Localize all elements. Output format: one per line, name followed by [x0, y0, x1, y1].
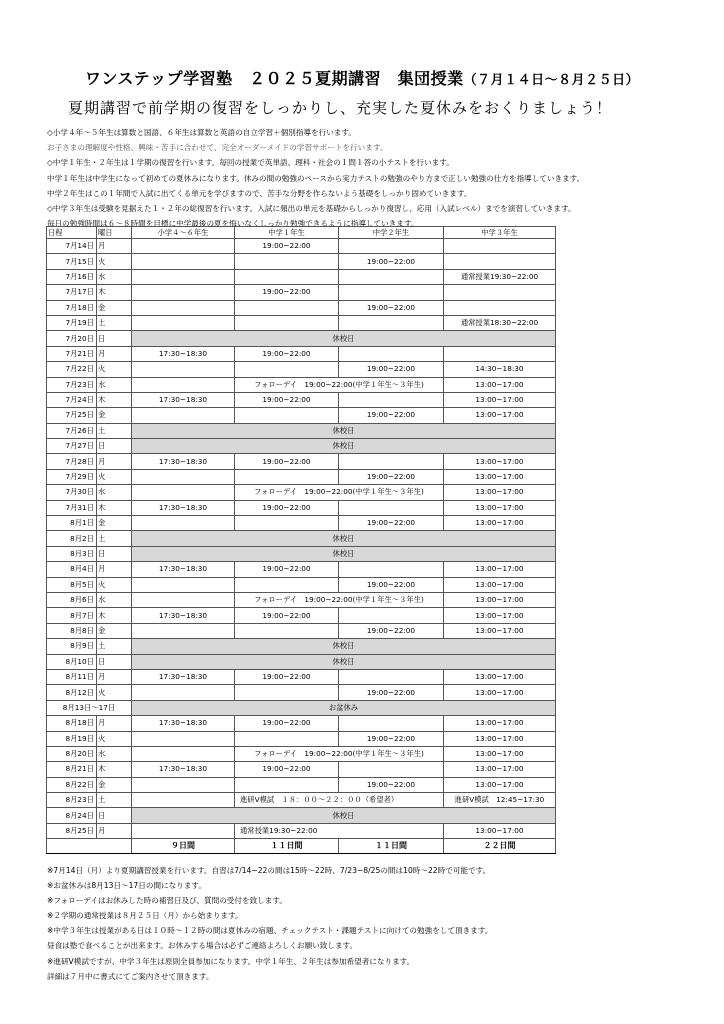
- table-row: [47, 516, 556, 531]
- table-cell: 17:30~18:30: [132, 669, 235, 684]
- table-cell: [235, 685, 339, 700]
- table-cell: 17:30~18:30: [132, 562, 235, 577]
- table-cell: [132, 592, 235, 607]
- intro-line: ◇中学３年生は受験を見据えた１・２年の総復習を行います。入試に頻出の単元を基礎からしっかり復習し、応用（入試レベル）までを演習していきます。: [47, 204, 576, 214]
- table-cell: [339, 315, 444, 330]
- table-cell: [339, 454, 444, 469]
- table-row: [47, 315, 556, 330]
- date-cell: 8月11日: [47, 669, 97, 684]
- holiday-cell: お盆休み: [132, 700, 556, 715]
- table-cell: [339, 608, 444, 623]
- intro-line: お子さまの理解度や性格、興味・苦手に合わせて、完全オーダーメイドの学習サポートを行います。: [47, 143, 388, 153]
- table-cell: [132, 315, 235, 330]
- table-cell: [444, 239, 556, 254]
- table-row: [47, 269, 556, 284]
- table-cell: [339, 500, 444, 515]
- table-cell: 13:00~17:00: [444, 392, 556, 407]
- table-header-cell: 中学３年生: [444, 227, 556, 239]
- intro-line: 毎日の勉強時間は６〜８時間を目標に中学最後の夏を悔いなくしっかり勉強できるように指導していきます。: [47, 219, 419, 229]
- table-row: [47, 362, 556, 377]
- table-row: [47, 254, 556, 269]
- date-cell: 8月4日: [47, 562, 97, 577]
- table-cell: [235, 362, 339, 377]
- date-cell: 8月21日: [47, 762, 97, 777]
- intro-text: [47, 125, 697, 231]
- table-cell: [132, 485, 235, 500]
- schedule-table: [46, 226, 556, 854]
- table-cell: 19:00~22:00: [339, 408, 444, 423]
- table-row: [47, 331, 556, 346]
- weekday-cell: 水: [97, 592, 132, 607]
- table-cell: 13:00~17:00: [444, 469, 556, 484]
- notes: [47, 863, 687, 984]
- table-cell: [339, 716, 444, 731]
- page-subtitle: 夏期講習で前学期の復習をしっかりし、充実した夏休みをおくりましょう！: [68, 99, 613, 117]
- table-cell: [339, 269, 444, 284]
- table-row: [47, 654, 556, 669]
- table-header-cell: 中学１年生: [235, 227, 339, 239]
- date-cell: 7月19日: [47, 315, 97, 330]
- table-cell: 14:30~18:30: [444, 362, 556, 377]
- total-days-cell: １１日間: [235, 839, 339, 854]
- follow-day-cell: 通常授業19:30~22:00: [235, 823, 444, 838]
- date-cell: 8月23日: [47, 793, 97, 808]
- weekday-cell: 火: [97, 731, 132, 746]
- table-cell: 17:30~18:30: [132, 346, 235, 361]
- table-cell: [132, 516, 235, 531]
- table-row: [47, 500, 556, 515]
- table-cell: 13:00~17:00: [444, 408, 556, 423]
- note-line: 詳細は７月中に書式にてご案内させて頂きます。: [47, 971, 214, 981]
- note-line: ※中学３年生は授業がある日は１０時〜１２時の間は夏休みの宿題、チェックテスト・課題テストに向けての勉強をして頂きます。: [47, 926, 493, 936]
- date-cell: 7月27日: [47, 439, 97, 454]
- table-cell: [132, 285, 235, 300]
- date-cell: 8月8日: [47, 623, 97, 638]
- table-cell: 17:30~18:30: [132, 762, 235, 777]
- table-row: [47, 823, 556, 838]
- table-row: [47, 685, 556, 700]
- table-cell: [235, 516, 339, 531]
- date-cell: 7月31日: [47, 500, 97, 515]
- date-cell: 8月7日: [47, 608, 97, 623]
- table-row: [47, 285, 556, 300]
- holiday-cell: 休校日: [132, 531, 556, 546]
- table-cell: [132, 685, 235, 700]
- table-cell: 17:30~18:30: [132, 454, 235, 469]
- weekday-cell: 土: [97, 423, 132, 438]
- weekday-cell: 水: [97, 485, 132, 500]
- table-row: [47, 531, 556, 546]
- note-line: ※お盆休みは8月13日〜17日の間になります。: [47, 881, 207, 891]
- table-header-cell: 日程: [47, 227, 97, 239]
- weekday-cell: 火: [97, 254, 132, 269]
- note-line: ※フォローデイはお休みした時の補習日及び、質問の受付を致します。: [47, 896, 287, 906]
- table-cell: [132, 408, 235, 423]
- table-cell: 13:00~17:00: [444, 577, 556, 592]
- table-cell: 13:00~17:00: [444, 823, 556, 838]
- table-cell: 進研V模試 12:45~17:30: [444, 793, 556, 808]
- table-cell: 13:00~17:00: [444, 608, 556, 623]
- table-cell: 13:00~17:00: [444, 562, 556, 577]
- table-row: [47, 639, 556, 654]
- intro-line: ◇中学１年生・２年生は１学期の復習を行います。毎回の授業で英単語、理科・社会の１問１答の小テストを行います。: [47, 158, 454, 168]
- table-cell: 13:00~17:00: [444, 731, 556, 746]
- date-cell: 8月25日: [47, 823, 97, 838]
- table-cell: 19:00~22:00: [235, 392, 339, 407]
- table-cell: 13:00~17:00: [444, 685, 556, 700]
- table-row: [47, 577, 556, 592]
- weekday-cell: 金: [97, 300, 132, 315]
- weekday-cell: 金: [97, 623, 132, 638]
- table-cell: 13:00~17:00: [444, 485, 556, 500]
- table-row: [47, 793, 556, 808]
- table-cell: 19:00~22:00: [339, 362, 444, 377]
- weekday-cell: 月: [97, 454, 132, 469]
- table-cell: 19:00~22:00: [339, 469, 444, 484]
- date-cell: 8月18日: [47, 716, 97, 731]
- date-cell: 8月20日: [47, 746, 97, 761]
- date-cell: 7月18日: [47, 300, 97, 315]
- table-cell: 19:00~22:00: [235, 500, 339, 515]
- total-days-cell: １１日間: [339, 839, 444, 854]
- weekday-cell: 木: [97, 500, 132, 515]
- date-cell: 7月15日: [47, 254, 97, 269]
- table-row: [47, 377, 556, 392]
- table-cell: 13:00~17:00: [444, 377, 556, 392]
- table-row: [47, 469, 556, 484]
- date-cell: 7月20日: [47, 331, 97, 346]
- page-title: [0, 66, 724, 89]
- follow-day-cell: フォローデイ 19:00~22:00(中学１年生〜３年生): [235, 746, 444, 761]
- weekday-cell: 水: [97, 269, 132, 284]
- table-row: [47, 546, 556, 561]
- table-row: [47, 408, 556, 423]
- date-cell: 8月2日: [47, 531, 97, 546]
- note-line: ※7月14日（月）より夏期講習授業を行います。自習は7/14~22の間は15時〜22時、7/23~8/25の間は10時〜22時で可能です。: [47, 866, 491, 875]
- table-cell: [339, 669, 444, 684]
- follow-day-cell: フォローデイ 19:00~22:00(中学１年生〜３年生): [235, 485, 444, 500]
- weekday-cell: 火: [97, 362, 132, 377]
- weekday-cell: 火: [97, 577, 132, 592]
- table-cell: [132, 777, 235, 792]
- total-days-cell: ９日間: [132, 839, 235, 854]
- weekday-cell: 月: [97, 823, 132, 838]
- table-cell: [132, 823, 235, 838]
- date-cell: 7月21日: [47, 346, 97, 361]
- table-row: [47, 346, 556, 361]
- table-cell: 13:00~17:00: [444, 669, 556, 684]
- table-cell: 19:00~22:00: [235, 669, 339, 684]
- table-cell: [235, 777, 339, 792]
- table-row: [47, 423, 556, 438]
- table-cell: [339, 562, 444, 577]
- table-cell: 13:00~17:00: [444, 716, 556, 731]
- date-cell: 7月16日: [47, 269, 97, 284]
- date-cell: 8月9日: [47, 639, 97, 654]
- table-cell: 13:00~17:00: [444, 516, 556, 531]
- table-cell: 17:30~18:30: [132, 500, 235, 515]
- date-cell: 8月12日: [47, 685, 97, 700]
- intro-line: 中学１年生は中学生になって初めての夏休みになります。休みの間の勉強のペースから実力テストの勉強のやり方まで正しい勉強の仕方を指導していきます。: [47, 173, 585, 183]
- follow-day-cell: フォローデイ 19:00~22:00(中学１年生〜３年生): [235, 592, 444, 607]
- table-cell: 19:00~22:00: [235, 762, 339, 777]
- table-row: [47, 623, 556, 638]
- table-cell: 19:00~22:00: [339, 577, 444, 592]
- table-cell: [132, 731, 235, 746]
- table-cell: [132, 793, 235, 808]
- table-cell: 19:00~22:00: [339, 254, 444, 269]
- table-row: [47, 762, 556, 777]
- date-cell: 8月3日: [47, 546, 97, 561]
- table-cell: [339, 285, 444, 300]
- date-cell: 8月24日: [47, 808, 97, 823]
- table-cell: 19:00~22:00: [339, 777, 444, 792]
- title-period: （７月１４日〜８月２５日）: [463, 73, 640, 88]
- follow-day-cell: フォローデイ 19:00~22:00(中学１年生〜３年生): [235, 377, 444, 392]
- table-row: [47, 808, 556, 823]
- date-cell: 7月23日: [47, 377, 97, 392]
- table-cell: 19:00~22:00: [235, 285, 339, 300]
- table-cell: [235, 300, 339, 315]
- table-row: [47, 746, 556, 761]
- table-header-cell: 曜日: [97, 227, 132, 239]
- table-cell: [339, 762, 444, 777]
- date-cell: 8月19日: [47, 731, 97, 746]
- table-row: [47, 669, 556, 684]
- table-cell: 19:00~22:00: [235, 346, 339, 361]
- weekday-cell: 木: [97, 608, 132, 623]
- table-cell: [132, 269, 235, 284]
- table-cell: 通常授業18:30~22:00: [444, 315, 556, 330]
- table-row: [47, 716, 556, 731]
- holiday-cell: 休校日: [132, 423, 556, 438]
- table-cell: 19:00~22:00: [339, 685, 444, 700]
- table-cell: [132, 469, 235, 484]
- total-days-cell: ２２日間: [444, 839, 556, 854]
- note-line: ※２学期の通常授業は８月２５日（月）から始まります。: [47, 911, 243, 921]
- weekday-cell: 日: [97, 654, 132, 669]
- table-cell: 通常授業19:30~22:00: [444, 269, 556, 284]
- totals-row: [47, 839, 556, 854]
- table-cell: 19:00~22:00: [235, 608, 339, 623]
- table-row: [47, 300, 556, 315]
- table-row: [47, 392, 556, 407]
- weekday-cell: 日: [97, 808, 132, 823]
- table-cell: [235, 469, 339, 484]
- table-row: [47, 700, 556, 715]
- holiday-cell: 休校日: [132, 546, 556, 561]
- weekday-cell: 土: [97, 315, 132, 330]
- table-row: [47, 454, 556, 469]
- table-cell: [235, 731, 339, 746]
- table-header-cell: 小学４〜６年生: [132, 227, 235, 239]
- table-row: [47, 731, 556, 746]
- title-main: ワンステップ学習塾 ２０２５夏期講習 集団授業: [84, 69, 464, 88]
- table-cell: [444, 346, 556, 361]
- table-cell: 17:30~18:30: [132, 716, 235, 731]
- table-cell: 13:00~17:00: [444, 762, 556, 777]
- table-cell: [235, 269, 339, 284]
- date-cell: 8月5日: [47, 577, 97, 592]
- table-cell: 13:00~17:00: [444, 623, 556, 638]
- table-cell: 19:00~22:00: [339, 623, 444, 638]
- totals-label-cell: [47, 839, 132, 854]
- holiday-cell: 休校日: [132, 808, 556, 823]
- table-cell: 19:00~22:00: [235, 454, 339, 469]
- weekday-cell: 火: [97, 685, 132, 700]
- table-cell: [132, 377, 235, 392]
- holiday-cell: 休校日: [132, 639, 556, 654]
- table-cell: [339, 392, 444, 407]
- weekday-cell: 月: [97, 346, 132, 361]
- table-header-cell: 中学２年生: [339, 227, 444, 239]
- table-row: [47, 239, 556, 254]
- table-cell: [339, 239, 444, 254]
- table-cell: 19:00~22:00: [235, 716, 339, 731]
- table-cell: [132, 746, 235, 761]
- weekday-cell: 水: [97, 746, 132, 761]
- weekday-cell: 月: [97, 669, 132, 684]
- table-cell: [132, 300, 235, 315]
- table-cell: [235, 577, 339, 592]
- table-cell: 19:00~22:00: [235, 562, 339, 577]
- table-cell: [444, 254, 556, 269]
- table-cell: 13:00~17:00: [444, 592, 556, 607]
- table-cell: 13:00~17:00: [444, 500, 556, 515]
- date-cell: 7月30日: [47, 485, 97, 500]
- weekday-cell: 金: [97, 516, 132, 531]
- intro-line: ◇小学４年〜５年生は算数と国語、６年生は算数と英語の自立学習＋個別指導を行います。: [47, 128, 356, 137]
- table-row: [47, 592, 556, 607]
- holiday-cell: 休校日: [132, 439, 556, 454]
- date-cell: 7月22日: [47, 362, 97, 377]
- weekday-cell: 土: [97, 531, 132, 546]
- weekday-cell: 土: [97, 793, 132, 808]
- table-cell: 17:30~18:30: [132, 608, 235, 623]
- date-cell: 7月24日: [47, 392, 97, 407]
- weekday-cell: 木: [97, 762, 132, 777]
- table-cell: [132, 577, 235, 592]
- weekday-cell: 木: [97, 392, 132, 407]
- table-cell: [235, 254, 339, 269]
- table-cell: [235, 408, 339, 423]
- table-row: [47, 439, 556, 454]
- date-cell: 8月13日～17日: [47, 700, 132, 715]
- table-cell: [444, 285, 556, 300]
- holiday-cell: 休校日: [132, 331, 556, 346]
- table-row: [47, 608, 556, 623]
- weekday-cell: 火: [97, 469, 132, 484]
- weekday-cell: 水: [97, 377, 132, 392]
- table-cell: [235, 315, 339, 330]
- date-cell: 8月10日: [47, 654, 97, 669]
- intro-line: 中学２年生はこの１年間で入試に出てくる単元を学びますので、苦手な分野を作らないよう基礎をしっかり固めていきます。: [47, 188, 472, 198]
- date-cell: 8月1日: [47, 516, 97, 531]
- table-cell: 17:30~18:30: [132, 392, 235, 407]
- date-cell: 7月14日: [47, 239, 97, 254]
- weekday-cell: 金: [97, 777, 132, 792]
- date-cell: 7月17日: [47, 285, 97, 300]
- weekday-cell: 月: [97, 716, 132, 731]
- table-row: [47, 485, 556, 500]
- table-cell: [444, 300, 556, 315]
- follow-day-cell: 進研V模試 １８：００〜２２：００（希望者）: [235, 793, 444, 808]
- weekday-cell: 日: [97, 331, 132, 346]
- date-cell: 7月25日: [47, 408, 97, 423]
- table-cell: [339, 346, 444, 361]
- table-cell: 19:00~22:00: [339, 300, 444, 315]
- weekday-cell: 日: [97, 439, 132, 454]
- table-cell: [132, 239, 235, 254]
- weekday-cell: 月: [97, 562, 132, 577]
- table-cell: [235, 623, 339, 638]
- table-cell: 19:00~22:00: [235, 239, 339, 254]
- table-cell: 19:00~22:00: [339, 731, 444, 746]
- table-cell: 13:00~17:00: [444, 777, 556, 792]
- table-row: [47, 562, 556, 577]
- weekday-cell: 月: [97, 239, 132, 254]
- holiday-cell: 休校日: [132, 654, 556, 669]
- weekday-cell: 土: [97, 639, 132, 654]
- date-cell: 8月22日: [47, 777, 97, 792]
- note-line: ※進研V模試ですが、中学３年生は原則全員参加になります。中学１年生、２年生は参加希望者になります。: [47, 956, 415, 966]
- date-cell: 8月6日: [47, 592, 97, 607]
- table-cell: 19:00~22:00: [339, 516, 444, 531]
- table-cell: 13:00~17:00: [444, 746, 556, 761]
- table-cell: [132, 254, 235, 269]
- table-cell: 13:00~17:00: [444, 454, 556, 469]
- table-cell: [132, 623, 235, 638]
- date-cell: 7月26日: [47, 423, 97, 438]
- note-line: 昼食は塾で食べることが出来ます。お休みする場合は必ずご連絡よろしくお願い致します。: [47, 941, 358, 951]
- date-cell: 7月28日: [47, 454, 97, 469]
- table-row: [47, 777, 556, 792]
- table-cell: [132, 362, 235, 377]
- weekday-cell: 木: [97, 285, 132, 300]
- date-cell: 7月29日: [47, 469, 97, 484]
- weekday-cell: 日: [97, 546, 132, 561]
- weekday-cell: 金: [97, 408, 132, 423]
- table-header-row: [47, 227, 556, 239]
